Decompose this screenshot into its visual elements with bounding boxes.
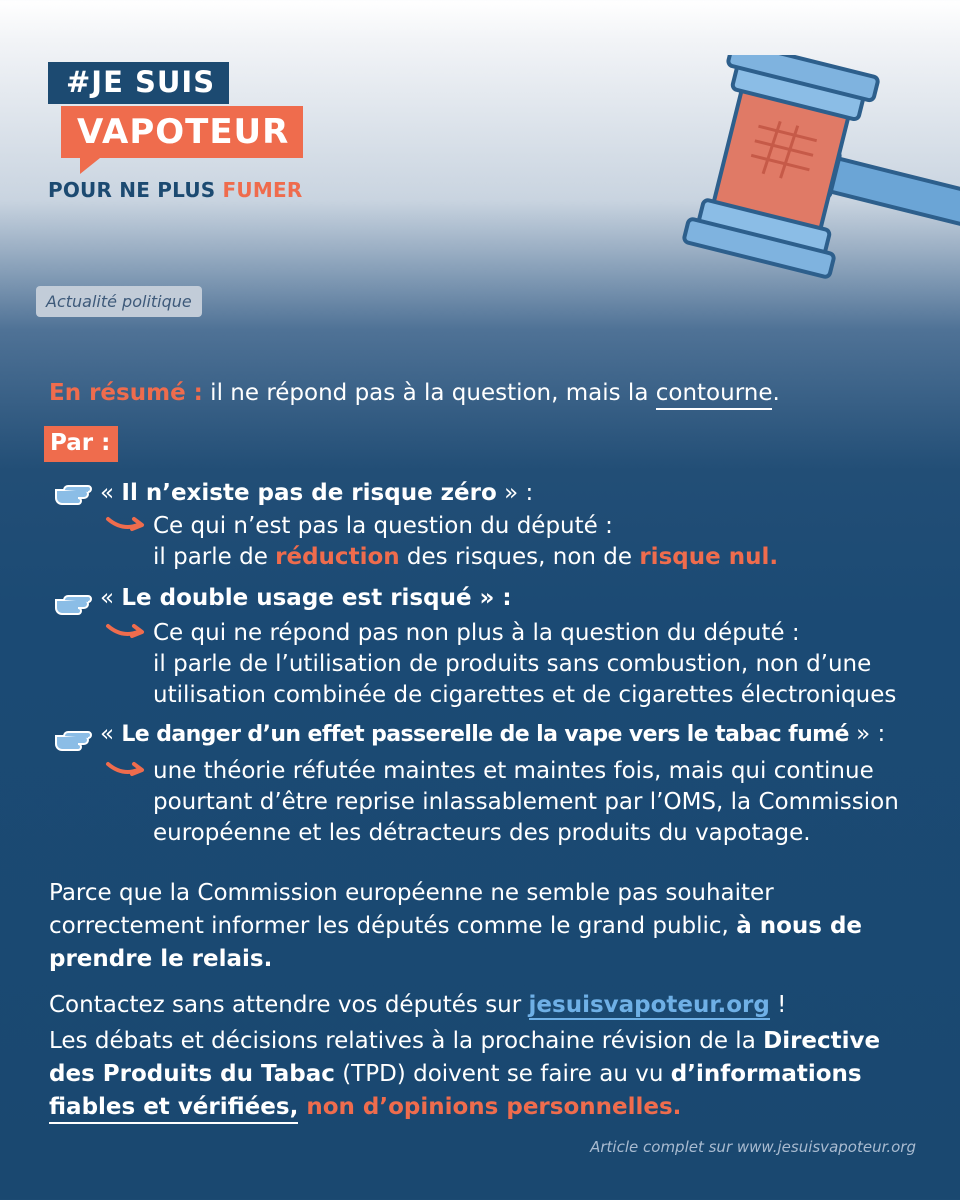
point-1-line-2: il parle de réduction des risques, non de risque nul. [153, 544, 779, 570]
point-3-quote: « Le danger d’un effet passerelle de la vape vers le tabac fumé » : [100, 721, 886, 747]
summary-line: En résumé : il ne répond pas à la question, mais la contourne. [49, 378, 780, 408]
logo-speech-tail [80, 158, 100, 174]
logo-top-text: #JE SUIS [48, 62, 229, 104]
curved-arrow-icon [104, 513, 148, 537]
point-2-line-1: Ce qui ne répond pas non plus à la question du député : [153, 620, 800, 646]
website-link[interactable]: jesuisvapoteur.org [528, 992, 770, 1018]
pointing-hand-icon [50, 590, 98, 620]
paragraph-2-line-3: des Produits du Tabac (TPD) doivent se faire au vu d’informations [49, 1061, 862, 1087]
point-2-line-3: utilisation combinée de cigarettes et de cigarettes électroniques [153, 682, 897, 708]
curved-arrow-icon [104, 620, 148, 644]
point-1-quote: « Il n’existe pas de risque zéro » : [100, 480, 534, 506]
par-label: Par : [44, 426, 118, 462]
point-3-line-3: européenne et les détracteurs des produits du vapotage. [153, 820, 811, 846]
point-1-line-1: Ce qui n’est pas la question du député : [153, 513, 613, 539]
pointing-hand-icon [50, 726, 98, 756]
point-3-line-2: pourtant d’être reprise inlassablement par l’OMS, la Commission [153, 789, 899, 815]
paragraph-2-line-1: Contactez sans attendre vos députés sur jesuisvapoteur.org ! [49, 992, 787, 1018]
paragraph-1-line-3: prendre le relais. [49, 946, 273, 972]
gavel-icon [670, 55, 960, 285]
pointing-hand-icon [50, 480, 98, 510]
paragraph-1-line-1: Parce que la Commission européenne ne semble pas souhaiter [49, 880, 774, 906]
paragraph-2-line-2: Les débats et décisions relatives à la prochaine révision de la Directive [49, 1028, 881, 1054]
curved-arrow-icon [104, 758, 148, 782]
point-2-quote: « Le double usage est risqué » : [100, 585, 512, 611]
paragraph-1-line-2: correctement informer les députés comme le grand public, à nous de [49, 913, 863, 939]
point-3-line-1: une théorie réfutée maintes et maintes fois, mais qui continue [153, 758, 874, 784]
logo-subtitle: POUR NE PLUS FUMER [48, 178, 303, 202]
logo-main-text: VAPOTEUR [61, 106, 303, 158]
paragraph-2-line-4: fiables et vérifiées, non d’opinions personnelles. [49, 1092, 681, 1122]
point-2-line-2: il parle de l’utilisation de produits sans combustion, non d’une [153, 651, 872, 677]
category-badge: Actualité politique [36, 286, 202, 317]
footer-source: Article complet sur www.jesuisvapoteur.org [590, 1138, 916, 1156]
